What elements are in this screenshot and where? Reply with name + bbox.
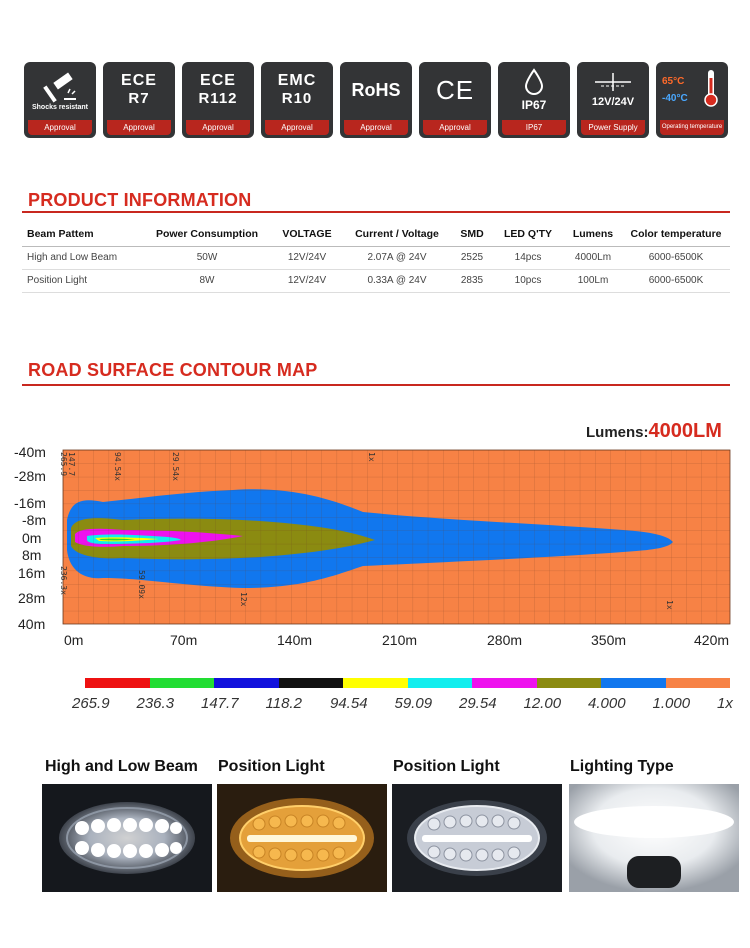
product-info-title: PRODUCT INFORMATION bbox=[28, 190, 252, 210]
badge-top: RoHS bbox=[351, 80, 401, 100]
annotation: 94.54x bbox=[113, 452, 122, 481]
hammer-icon bbox=[40, 73, 80, 107]
table-header-cell: SMD bbox=[460, 227, 484, 240]
lighting-type-photo bbox=[569, 784, 739, 892]
legend-swatch bbox=[343, 678, 408, 688]
x-tick-label: 140m bbox=[277, 632, 313, 648]
y-tick-label: 28m bbox=[18, 590, 46, 606]
table-cell: 12V/24V bbox=[272, 246, 342, 269]
table-cell: 8W bbox=[142, 269, 272, 292]
photo-title: High and Low Beam bbox=[45, 758, 198, 775]
x-tick-label: 70m bbox=[170, 632, 198, 648]
legend-label: 12.00 bbox=[523, 695, 562, 712]
badge-ece-r7 bbox=[103, 62, 175, 138]
product-table bbox=[22, 222, 730, 293]
table-header-cell: Lumens bbox=[572, 227, 614, 240]
table-cell: High and Low Beam bbox=[22, 246, 142, 269]
table-cell: 12V/24V bbox=[272, 269, 342, 292]
badge-sub: IP67 bbox=[521, 98, 547, 112]
badge-ece-r112 bbox=[182, 62, 254, 138]
badge-footer: IP67 bbox=[502, 120, 566, 135]
table-cell: 6000-6500K bbox=[622, 269, 730, 292]
annotation: 1x bbox=[367, 452, 376, 462]
y-tick-label: 40m bbox=[18, 616, 46, 632]
y-tick-label: 16m bbox=[18, 565, 46, 581]
table-header-cell: Color temperature bbox=[630, 227, 722, 240]
badge-top: EMC bbox=[277, 72, 317, 89]
legend-swatch bbox=[537, 678, 602, 688]
legend-swatch bbox=[408, 678, 473, 688]
badge-sublabel: Shocks resistant bbox=[31, 104, 89, 111]
y-tick-label: 8m bbox=[22, 547, 42, 563]
x-tick-label: 210m bbox=[382, 632, 418, 648]
badge-footer: Approval bbox=[265, 120, 329, 135]
x-tick-label: 350m bbox=[591, 632, 627, 648]
badge-top: ECE bbox=[200, 72, 236, 89]
legend-label: 265.9 bbox=[72, 695, 110, 712]
table-cell: 2525 bbox=[452, 246, 492, 269]
annotation: 59.09x bbox=[137, 570, 146, 599]
badge-rohs bbox=[340, 62, 412, 138]
legend-label: 236.3 bbox=[136, 695, 175, 712]
badge-emc-r10 bbox=[261, 62, 333, 138]
temp-high: 65°C bbox=[662, 76, 685, 87]
section-divider bbox=[22, 211, 730, 213]
temp-low: -40°C bbox=[662, 93, 688, 104]
dc-symbol-icon bbox=[593, 72, 633, 92]
y-tick-label: -16m bbox=[14, 495, 46, 511]
color-legend bbox=[85, 678, 730, 688]
contour-map bbox=[59, 450, 730, 624]
badge-temperature bbox=[656, 62, 728, 138]
annotation: 147.7 bbox=[67, 452, 76, 477]
table-header-cell: Power Consumption bbox=[155, 227, 259, 240]
contour-map-title: ROAD SURFACE CONTOUR MAP bbox=[28, 360, 318, 380]
legend-label: 1.000 bbox=[652, 695, 691, 712]
badge-footer: Approval bbox=[344, 120, 408, 135]
table-cell: 50W bbox=[142, 246, 272, 269]
table-cell: 100Lm bbox=[564, 269, 622, 292]
table-header-cell: VOLTAGE bbox=[282, 227, 332, 240]
badge-sub: R7 bbox=[128, 90, 150, 107]
badge-sub: R10 bbox=[281, 90, 313, 107]
badge-ce bbox=[419, 62, 491, 138]
high-low-beam-photo bbox=[42, 784, 212, 892]
certification-badges bbox=[24, 62, 726, 138]
badge-top: ECE bbox=[121, 72, 157, 89]
legend-swatch bbox=[472, 678, 537, 688]
table-cell: Position Light bbox=[22, 269, 142, 292]
badge-top: CE bbox=[435, 75, 475, 105]
y-tick-label: 0m bbox=[22, 530, 42, 546]
legend-label: 147.7 bbox=[201, 695, 239, 712]
y-tick-label: -8m bbox=[22, 512, 47, 528]
table-cell: 6000-6500K bbox=[622, 246, 730, 269]
table-row bbox=[22, 269, 730, 292]
badge-footer: Approval bbox=[107, 120, 171, 135]
table-header-cell: Current / Voltage bbox=[355, 227, 439, 240]
badge-sub: R112 bbox=[198, 90, 238, 107]
legend-label: 59.09 bbox=[394, 695, 433, 712]
legend-labels bbox=[60, 695, 750, 715]
table-cell: 4000Lm bbox=[564, 246, 622, 269]
legend-label: 94.54 bbox=[330, 695, 368, 712]
annotation: 265.9 bbox=[59, 452, 68, 477]
table-cell: 2.07A @ 24V bbox=[342, 246, 452, 269]
badge-power bbox=[577, 62, 649, 138]
badge-footer: Power Supply bbox=[581, 120, 645, 135]
position-light-amber-photo bbox=[217, 784, 387, 892]
section-divider bbox=[22, 384, 730, 386]
table-header-cell: LED Q'TY bbox=[504, 227, 552, 240]
table-header-cell: Beam Pattem bbox=[27, 227, 94, 240]
annotation: 29.54x bbox=[171, 452, 180, 481]
legend-swatch bbox=[85, 678, 150, 688]
badge-sub: 12V/24V bbox=[591, 96, 635, 108]
annotation: 1x bbox=[665, 600, 674, 610]
photo-title: Position Light bbox=[218, 758, 325, 775]
badge-footer: Approval bbox=[186, 120, 250, 135]
legend-swatch bbox=[666, 678, 731, 688]
annotation: 236.3x bbox=[59, 566, 68, 595]
badge-ip67 bbox=[498, 62, 570, 138]
badge-footer: Approval bbox=[28, 120, 92, 135]
x-tick-label: 0m bbox=[64, 632, 84, 648]
photo-title: Position Light bbox=[393, 758, 500, 775]
legend-label: 118.2 bbox=[265, 695, 302, 712]
position-light-white-photo bbox=[392, 784, 562, 892]
legend-swatch bbox=[601, 678, 666, 688]
table-header bbox=[22, 222, 730, 246]
y-tick-label: -28m bbox=[14, 468, 46, 484]
table-cell: 0.33A @ 24V bbox=[342, 269, 452, 292]
badge-footer: Approval bbox=[423, 120, 487, 135]
legend-swatch bbox=[214, 678, 279, 688]
lumens-readout bbox=[586, 420, 722, 443]
table-cell: 2835 bbox=[452, 269, 492, 292]
table-cell: 14pcs bbox=[492, 246, 564, 269]
badge-footer: Operating temperature bbox=[660, 120, 724, 135]
legend-label: 1x bbox=[717, 695, 733, 712]
legend-label: 4.000 bbox=[588, 695, 626, 712]
photo-title: Lighting Type bbox=[570, 758, 674, 775]
x-tick-label: 280m bbox=[487, 632, 523, 648]
table-cell: 10pcs bbox=[492, 269, 564, 292]
y-tick-label: -40m bbox=[14, 444, 46, 460]
legend-label: 29.54 bbox=[459, 695, 497, 712]
lumens-value: 4000LM bbox=[648, 420, 722, 442]
legend-swatch bbox=[150, 678, 215, 688]
legend-swatch bbox=[279, 678, 344, 688]
thermometer-icon bbox=[704, 68, 718, 108]
water-drop-icon bbox=[523, 68, 545, 96]
map-grid bbox=[63, 450, 730, 624]
badge-shock bbox=[24, 62, 96, 138]
lumens-label: Lumens: bbox=[586, 424, 649, 441]
table-row bbox=[22, 246, 730, 269]
annotation: 12x bbox=[239, 592, 248, 607]
x-tick-label: 420m bbox=[694, 632, 730, 648]
